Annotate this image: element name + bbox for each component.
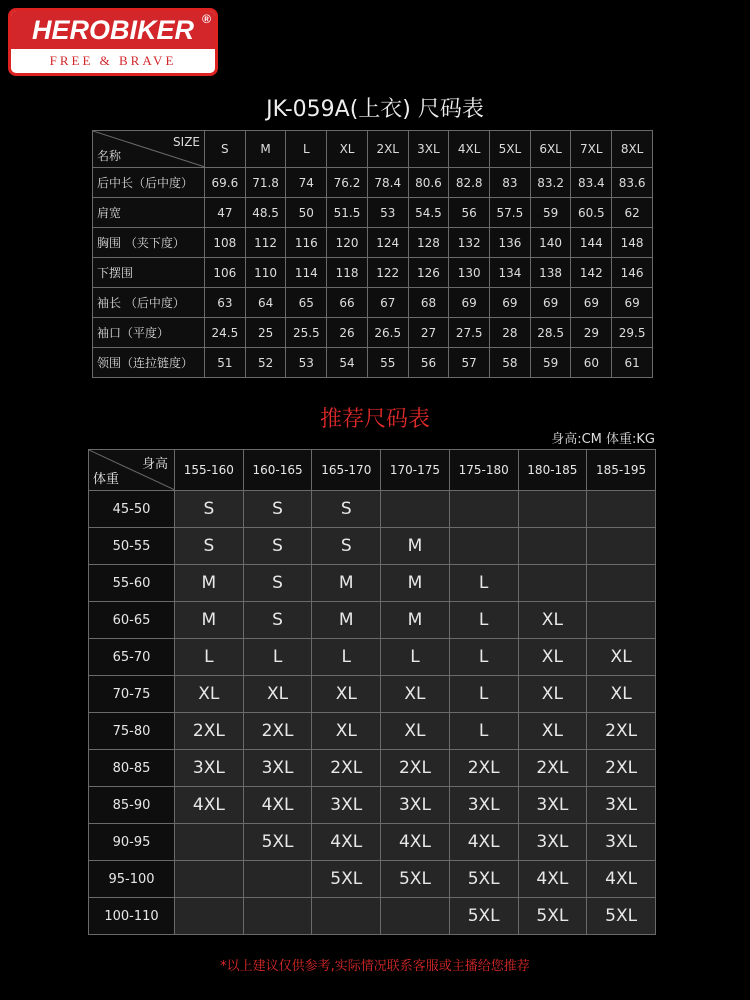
recommend-row bbox=[89, 750, 656, 787]
weight-range-cell: 90-95 bbox=[89, 824, 175, 861]
recommended-size-cell: 2XL bbox=[587, 750, 656, 787]
recommended-size-cell: 2XL bbox=[175, 713, 244, 750]
measurement-value: 25.5 bbox=[286, 318, 327, 348]
measurement-value: 74 bbox=[286, 168, 327, 198]
weight-range-cell: 95-100 bbox=[89, 861, 175, 898]
size-header-cell: 6XL bbox=[530, 131, 571, 168]
recommended-size-cell: 5XL bbox=[381, 861, 450, 898]
measurement-value: 53 bbox=[286, 348, 327, 378]
recommended-size-cell: M bbox=[381, 602, 450, 639]
measurement-value: 55 bbox=[367, 348, 408, 378]
weight-range-cell: 55-60 bbox=[89, 565, 175, 602]
recommended-size-cell: 2XL bbox=[587, 713, 656, 750]
measurement-value: 116 bbox=[286, 228, 327, 258]
measurement-value: 134 bbox=[490, 258, 531, 288]
measurement-value: 51.5 bbox=[327, 198, 368, 228]
measurement-value: 118 bbox=[327, 258, 368, 288]
measurement-value: 110 bbox=[245, 258, 286, 288]
measurement-value: 136 bbox=[490, 228, 531, 258]
measurement-value: 50 bbox=[286, 198, 327, 228]
recommended-size-cell: 4XL bbox=[381, 824, 450, 861]
weight-range-cell: 85-90 bbox=[89, 787, 175, 824]
measurement-value: 144 bbox=[571, 228, 612, 258]
measurement-value: 24.5 bbox=[205, 318, 246, 348]
recommended-size-cell: XL bbox=[381, 676, 450, 713]
measurement-value: 69 bbox=[449, 288, 490, 318]
recommended-size-cell: 2XL bbox=[381, 750, 450, 787]
measurement-name: 后中长（后中度） bbox=[93, 168, 205, 198]
measurement-value: 57.5 bbox=[490, 198, 531, 228]
recommended-size-cell bbox=[587, 528, 656, 565]
measurement-value: 148 bbox=[612, 228, 653, 258]
logo-brand-text: HEROBIKER bbox=[31, 15, 194, 45]
measurement-name: 下摆围 bbox=[93, 258, 205, 288]
recommend-row bbox=[89, 861, 656, 898]
logo-slogan: FREE & BRAVE bbox=[49, 53, 177, 68]
logo-registered-mark: ® bbox=[202, 12, 211, 26]
corner-weight-label: 体重 bbox=[93, 472, 120, 487]
height-header-cell: 185-195 bbox=[587, 450, 656, 491]
recommended-size-cell: 3XL bbox=[587, 787, 656, 824]
recommended-size-cell: 5XL bbox=[449, 861, 518, 898]
measurement-value: 28.5 bbox=[530, 318, 571, 348]
recommend-row bbox=[89, 639, 656, 676]
recommended-size-cell bbox=[381, 491, 450, 528]
measurement-value: 26.5 bbox=[367, 318, 408, 348]
measurement-value: 61 bbox=[612, 348, 653, 378]
height-header-cell: 170-175 bbox=[381, 450, 450, 491]
recommended-size-cell: 5XL bbox=[243, 824, 312, 861]
recommend-header-row bbox=[89, 450, 656, 491]
recommended-size-cell: 5XL bbox=[518, 898, 587, 935]
measurement-value: 53 bbox=[367, 198, 408, 228]
measurement-value: 130 bbox=[449, 258, 490, 288]
page-title: JK-059A(上衣) 尺码表 bbox=[266, 97, 484, 122]
measurement-value: 83.2 bbox=[530, 168, 571, 198]
recommend-corner-cell bbox=[89, 450, 175, 491]
unit-note: 身高:CM 体重:KG bbox=[551, 432, 655, 447]
size-header-cell: L bbox=[286, 131, 327, 168]
recommended-size-cell: XL bbox=[312, 713, 381, 750]
recommended-size-cell: L bbox=[449, 565, 518, 602]
recommended-size-cell: 4XL bbox=[243, 787, 312, 824]
recommended-size-cell: L bbox=[175, 639, 244, 676]
recommended-size-cell: XL bbox=[518, 713, 587, 750]
recommended-size-cell: M bbox=[175, 565, 244, 602]
measurement-value: 63 bbox=[205, 288, 246, 318]
measurement-value: 69 bbox=[490, 288, 531, 318]
recommended-size-cell: L bbox=[449, 639, 518, 676]
measurement-value: 59 bbox=[530, 198, 571, 228]
recommended-size-cell bbox=[587, 565, 656, 602]
recommended-size-cell: S bbox=[175, 528, 244, 565]
recommend-row bbox=[89, 824, 656, 861]
recommended-size-cell: 4XL bbox=[518, 861, 587, 898]
size-header-cell: 8XL bbox=[612, 131, 653, 168]
recommended-size-cell: S bbox=[243, 528, 312, 565]
measurement-value: 25 bbox=[245, 318, 286, 348]
recommended-size-cell: 2XL bbox=[243, 713, 312, 750]
measurement-value: 112 bbox=[245, 228, 286, 258]
measurement-value: 57 bbox=[449, 348, 490, 378]
recommended-size-cell: S bbox=[312, 528, 381, 565]
recommended-size-cell: 4XL bbox=[175, 787, 244, 824]
recommended-size-cell bbox=[587, 491, 656, 528]
height-header-cell: 175-180 bbox=[449, 450, 518, 491]
measurement-value: 128 bbox=[408, 228, 449, 258]
recommended-size-cell: XL bbox=[175, 676, 244, 713]
recommended-size-cell bbox=[587, 602, 656, 639]
measurement-value: 120 bbox=[327, 228, 368, 258]
recommend-row bbox=[89, 787, 656, 824]
recommended-size-cell bbox=[518, 528, 587, 565]
recommended-size-cell bbox=[175, 824, 244, 861]
measurement-value: 67 bbox=[367, 288, 408, 318]
corner-name-label: 名称 bbox=[97, 149, 122, 163]
size-chart-row bbox=[93, 348, 653, 378]
size-chart-row bbox=[93, 288, 653, 318]
recommended-size-cell bbox=[312, 898, 381, 935]
recommended-size-cell: L bbox=[449, 713, 518, 750]
recommended-size-cell: S bbox=[175, 491, 244, 528]
recommend-title: 推荐尺码表 bbox=[319, 407, 430, 432]
recommended-size-cell: L bbox=[381, 639, 450, 676]
height-header-cell: 180-185 bbox=[518, 450, 587, 491]
measurement-value: 69.6 bbox=[205, 168, 246, 198]
recommended-size-cell bbox=[518, 491, 587, 528]
recommended-size-cell bbox=[518, 565, 587, 602]
recommended-size-cell: 3XL bbox=[381, 787, 450, 824]
measurement-value: 26 bbox=[327, 318, 368, 348]
recommended-size-cell: 2XL bbox=[312, 750, 381, 787]
measurement-name: 袖长 （后中度） bbox=[93, 288, 205, 318]
measurement-name: 胸围 （夹下度） bbox=[93, 228, 205, 258]
recommended-size-cell: 4XL bbox=[312, 824, 381, 861]
measurement-value: 27 bbox=[408, 318, 449, 348]
measurement-value: 106 bbox=[205, 258, 246, 288]
recommended-size-cell: L bbox=[449, 602, 518, 639]
recommended-size-cell: 4XL bbox=[587, 861, 656, 898]
size-chart-row bbox=[93, 198, 653, 228]
recommended-size-cell: S bbox=[312, 491, 381, 528]
size-header-cell: 5XL bbox=[490, 131, 531, 168]
measurement-value: 60 bbox=[571, 348, 612, 378]
recommended-size-cell: S bbox=[243, 565, 312, 602]
measurement-value: 71.8 bbox=[245, 168, 286, 198]
recommended-size-cell bbox=[243, 898, 312, 935]
measurement-value: 62 bbox=[612, 198, 653, 228]
recommended-size-cell: 3XL bbox=[518, 787, 587, 824]
recommend-row bbox=[89, 491, 656, 528]
recommended-size-cell: XL bbox=[243, 676, 312, 713]
recommended-size-cell: 3XL bbox=[449, 787, 518, 824]
measurement-value: 69 bbox=[530, 288, 571, 318]
measurement-value: 83.6 bbox=[612, 168, 653, 198]
measurement-value: 65 bbox=[286, 288, 327, 318]
size-header-cell: S bbox=[205, 131, 246, 168]
recommend-row bbox=[89, 565, 656, 602]
size-chart-row bbox=[93, 318, 653, 348]
weight-range-cell: 70-75 bbox=[89, 676, 175, 713]
recommended-size-cell: S bbox=[243, 491, 312, 528]
recommended-size-cell bbox=[243, 861, 312, 898]
size-chart-row bbox=[93, 168, 653, 198]
recommended-size-cell: M bbox=[381, 565, 450, 602]
recommended-size-cell: XL bbox=[518, 639, 587, 676]
measurement-value: 47 bbox=[205, 198, 246, 228]
measurement-value: 54 bbox=[327, 348, 368, 378]
recommended-size-cell bbox=[175, 861, 244, 898]
measurement-value: 60.5 bbox=[571, 198, 612, 228]
size-header-cell: XL bbox=[327, 131, 368, 168]
recommended-size-cell: XL bbox=[587, 676, 656, 713]
recommend-row bbox=[89, 528, 656, 565]
measurement-value: 82.8 bbox=[449, 168, 490, 198]
measurement-name: 袖口（平度） bbox=[93, 318, 205, 348]
size-chart-row bbox=[93, 258, 653, 288]
weight-range-cell: 50-55 bbox=[89, 528, 175, 565]
recommend-row bbox=[89, 713, 656, 750]
recommended-size-cell: M bbox=[312, 602, 381, 639]
size-chart-row bbox=[93, 228, 653, 258]
measurement-value: 52 bbox=[245, 348, 286, 378]
height-header-cell: 155-160 bbox=[175, 450, 244, 491]
measurement-value: 56 bbox=[408, 348, 449, 378]
brand-logo bbox=[8, 8, 218, 76]
measurement-name: 肩宽 bbox=[93, 198, 205, 228]
measurement-value: 27.5 bbox=[449, 318, 490, 348]
recommended-size-cell: XL bbox=[518, 602, 587, 639]
size-chart-header-row bbox=[93, 131, 653, 168]
recommended-size-cell: XL bbox=[381, 713, 450, 750]
recommend-row bbox=[89, 676, 656, 713]
recommended-size-cell bbox=[381, 898, 450, 935]
recommended-size-cell: XL bbox=[518, 676, 587, 713]
recommended-size-cell: 3XL bbox=[518, 824, 587, 861]
measurement-value: 56 bbox=[449, 198, 490, 228]
recommended-size-cell: L bbox=[312, 639, 381, 676]
size-header-cell: M bbox=[245, 131, 286, 168]
recommended-size-cell: 4XL bbox=[449, 824, 518, 861]
corner-size-label: SIZE bbox=[173, 135, 200, 149]
recommended-size-cell: M bbox=[381, 528, 450, 565]
measurement-value: 48.5 bbox=[245, 198, 286, 228]
measurement-value: 138 bbox=[530, 258, 571, 288]
size-header-cell: 4XL bbox=[449, 131, 490, 168]
recommend-row bbox=[89, 898, 656, 935]
measurement-value: 29.5 bbox=[612, 318, 653, 348]
size-chart-corner-cell bbox=[93, 131, 205, 168]
measurement-value: 29 bbox=[571, 318, 612, 348]
recommended-size-cell: 2XL bbox=[518, 750, 587, 787]
height-header-cell: 160-165 bbox=[243, 450, 312, 491]
weight-range-cell: 80-85 bbox=[89, 750, 175, 787]
measurement-value: 80.6 bbox=[408, 168, 449, 198]
recommended-size-cell bbox=[449, 491, 518, 528]
measurement-value: 108 bbox=[205, 228, 246, 258]
measurement-value: 76.2 bbox=[327, 168, 368, 198]
measurement-value: 142 bbox=[571, 258, 612, 288]
weight-range-cell: 60-65 bbox=[89, 602, 175, 639]
size-chart-table bbox=[92, 130, 653, 378]
measurement-value: 64 bbox=[245, 288, 286, 318]
measurement-value: 122 bbox=[367, 258, 408, 288]
measurement-value: 54.5 bbox=[408, 198, 449, 228]
recommended-size-cell: 3XL bbox=[243, 750, 312, 787]
size-header-cell: 2XL bbox=[367, 131, 408, 168]
recommended-size-cell: 3XL bbox=[175, 750, 244, 787]
recommended-size-cell: XL bbox=[312, 676, 381, 713]
measurement-value: 146 bbox=[612, 258, 653, 288]
weight-range-cell: 75-80 bbox=[89, 713, 175, 750]
measurement-value: 83 bbox=[490, 168, 531, 198]
recommended-size-cell: 3XL bbox=[587, 824, 656, 861]
measurement-value: 140 bbox=[530, 228, 571, 258]
measurement-value: 132 bbox=[449, 228, 490, 258]
recommended-size-cell: M bbox=[175, 602, 244, 639]
corner-height-label: 身高 bbox=[141, 457, 168, 472]
recommended-size-cell: 5XL bbox=[449, 898, 518, 935]
measurement-value: 69 bbox=[571, 288, 612, 318]
recommended-size-cell: 2XL bbox=[449, 750, 518, 787]
size-header-cell: 3XL bbox=[408, 131, 449, 168]
size-header-cell: 7XL bbox=[571, 131, 612, 168]
recommended-size-cell: L bbox=[449, 676, 518, 713]
recommended-size-cell: S bbox=[243, 602, 312, 639]
measurement-value: 126 bbox=[408, 258, 449, 288]
measurement-value: 114 bbox=[286, 258, 327, 288]
measurement-value: 83.4 bbox=[571, 168, 612, 198]
weight-range-cell: 65-70 bbox=[89, 639, 175, 676]
measurement-name: 领围（连拉链度） bbox=[93, 348, 205, 378]
measurement-value: 78.4 bbox=[367, 168, 408, 198]
measurement-value: 59 bbox=[530, 348, 571, 378]
measurement-value: 58 bbox=[490, 348, 531, 378]
recommended-size-cell bbox=[175, 898, 244, 935]
recommended-size-cell: XL bbox=[587, 639, 656, 676]
recommended-size-cell: L bbox=[243, 639, 312, 676]
recommended-size-cell: 5XL bbox=[312, 861, 381, 898]
measurement-value: 51 bbox=[205, 348, 246, 378]
recommended-size-cell: 3XL bbox=[312, 787, 381, 824]
logo-wordmark bbox=[11, 11, 215, 49]
measurement-value: 124 bbox=[367, 228, 408, 258]
recommended-size-cell: 5XL bbox=[587, 898, 656, 935]
recommended-size-cell: M bbox=[312, 565, 381, 602]
recommend-size-table bbox=[88, 449, 656, 935]
measurement-value: 68 bbox=[408, 288, 449, 318]
weight-range-cell: 100-110 bbox=[89, 898, 175, 935]
recommended-size-cell bbox=[449, 528, 518, 565]
weight-range-cell: 45-50 bbox=[89, 491, 175, 528]
measurement-value: 69 bbox=[612, 288, 653, 318]
measurement-value: 28 bbox=[490, 318, 531, 348]
recommend-row bbox=[89, 602, 656, 639]
measurement-value: 66 bbox=[327, 288, 368, 318]
height-header-cell: 165-170 bbox=[312, 450, 381, 491]
footnote: *以上建议仅供参考,实际情况联系客服或主播给您推荐 bbox=[220, 959, 530, 974]
